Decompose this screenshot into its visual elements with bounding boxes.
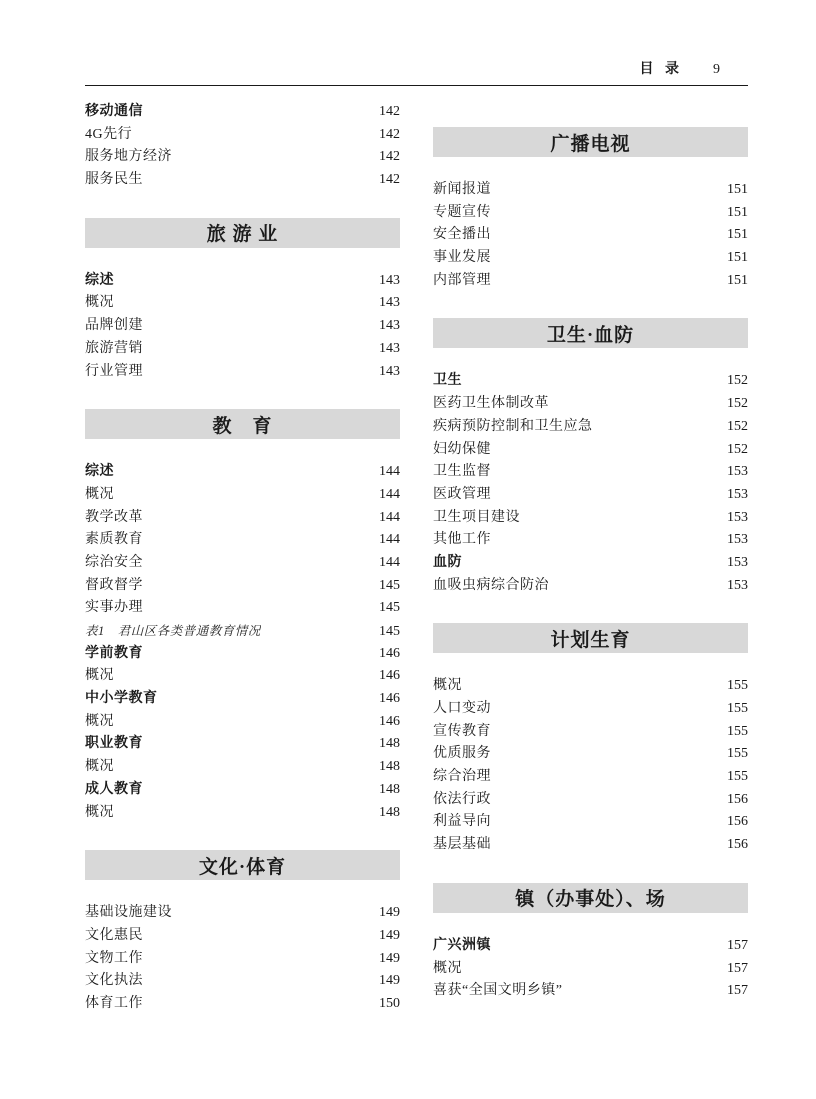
entry-title: 喜获“全国文明乡镇”: [433, 983, 563, 999]
entry-page: 146: [379, 713, 400, 729]
toc-entry: [85, 597, 400, 620]
toc-entry: [433, 980, 748, 1003]
entry-title: 旅游营销: [85, 340, 143, 356]
toc-entry: [433, 507, 748, 530]
toc-entry: [433, 698, 748, 721]
entry-page: 142: [379, 104, 400, 119]
entry-title: 素质教育: [85, 532, 143, 548]
entry-title: 专题宣传: [433, 204, 491, 220]
entry-page: 149: [379, 950, 400, 966]
entry-page: 149: [379, 973, 400, 989]
entry-page: 148: [379, 736, 400, 752]
entry-page: 144: [379, 532, 400, 548]
entry-page: 153: [727, 509, 748, 525]
toc-entry: [433, 484, 748, 507]
toc-entry: [85, 169, 400, 192]
toc-entry: [85, 270, 400, 293]
entry-page: 153: [727, 486, 748, 502]
toc-entry: [433, 721, 748, 744]
entry-page: 152: [727, 441, 748, 457]
entry-title: 基础设施建设: [85, 905, 172, 921]
entry-page: 143: [379, 340, 400, 356]
table-note-row: [85, 620, 400, 643]
entry-page: 145: [379, 624, 400, 639]
toc-entry: [433, 224, 748, 247]
section-header: [85, 218, 400, 248]
entry-page: 144: [379, 554, 400, 570]
toc-entry: [433, 958, 748, 981]
entry-title: 医政管理: [433, 486, 491, 502]
entry-page: 142: [379, 126, 400, 142]
entry-title: 事业发展: [433, 250, 491, 266]
entry-title: 概况: [85, 668, 114, 684]
toc-entry: [85, 802, 400, 825]
section-header: [433, 127, 748, 157]
page-content: [85, 58, 748, 1016]
section-title: 教 育: [212, 415, 273, 437]
entry-title: 宣传教育: [433, 723, 491, 739]
entry-title: 品牌创建: [85, 318, 143, 334]
entry-title: 新闻报道: [433, 182, 491, 197]
toc-entry: [433, 370, 748, 393]
entry-title: 服务地方经济: [85, 149, 172, 165]
entry-page: 144: [379, 486, 400, 502]
toc-entry: [85, 902, 400, 925]
entry-page: 149: [379, 905, 400, 921]
entry-page: 148: [379, 781, 400, 797]
entry-page: 153: [727, 577, 748, 593]
entry-title: 内部管理: [433, 272, 491, 288]
toc-entry: [433, 529, 748, 552]
entry-title: 成人教育: [85, 781, 143, 797]
toc-entry: [433, 575, 748, 598]
toc-entry: [85, 529, 400, 552]
page-header: [85, 58, 748, 86]
entry-page: 157: [727, 960, 748, 976]
entry-title: 综述: [85, 272, 114, 288]
toc-entry: [85, 733, 400, 756]
entry-title: 妇幼保健: [433, 441, 491, 457]
toc-entry: [85, 292, 400, 315]
toc-entry: [85, 461, 400, 484]
toc-entry: [433, 675, 748, 698]
toc-entry: [85, 688, 400, 711]
entry-title: 依法行政: [433, 791, 491, 807]
entry-page: 157: [727, 937, 748, 953]
toc-entry: [433, 743, 748, 766]
entry-title: 督政督学: [85, 577, 143, 593]
entry-title: 概况: [85, 713, 114, 729]
entry-page: 152: [727, 396, 748, 412]
entry-page: 151: [727, 204, 748, 220]
toc-entry: [85, 948, 400, 971]
toc-entry: [433, 439, 748, 462]
toc-entry: [85, 711, 400, 734]
toc-entry: [433, 270, 748, 293]
toc-entry: [433, 461, 748, 484]
header-page-number: 9: [713, 62, 720, 77]
toc-entry: [85, 146, 400, 169]
entry-page: 144: [379, 509, 400, 525]
entry-title: 利益导向: [433, 814, 491, 830]
section-title: 计划生育: [550, 629, 631, 651]
toc-column-right: [433, 101, 748, 1016]
section-header: [85, 850, 400, 880]
entry-page: 156: [727, 791, 748, 807]
entry-title: 文物工作: [85, 950, 143, 966]
entry-page: 153: [727, 532, 748, 548]
toc-entry: [85, 124, 400, 147]
toc-entry: [85, 665, 400, 688]
toc-entry: [433, 393, 748, 416]
entry-page: 151: [727, 272, 748, 288]
toc-entry: [433, 416, 748, 439]
toc-entry: [85, 484, 400, 507]
toc-entry: [433, 552, 748, 575]
entry-title: 4G先行: [85, 126, 133, 142]
entry-title: 体育工作: [85, 995, 143, 1011]
toc-columns: [85, 86, 748, 1016]
entry-title: 概况: [85, 759, 114, 775]
toc-entry: [85, 315, 400, 338]
toc-column-left: [85, 101, 400, 1016]
section-header: [433, 883, 748, 913]
entry-page: 143: [379, 318, 400, 334]
entry-title: 综治安全: [85, 554, 143, 570]
section-title: 卫生·血防: [546, 324, 635, 346]
entry-title: 文化执法: [85, 973, 143, 989]
entry-page: 143: [379, 272, 400, 288]
toc-entry: [433, 179, 748, 202]
entry-page: 148: [379, 804, 400, 820]
entry-page: 151: [727, 182, 748, 197]
entry-title: 基层基础: [433, 837, 491, 853]
toc-entry: [85, 338, 400, 361]
entry-page: 153: [727, 464, 748, 480]
toc-entry: [85, 361, 400, 384]
entry-page: 142: [379, 172, 400, 188]
toc-entry: [433, 247, 748, 270]
toc-entry: [85, 575, 400, 598]
entry-page: 146: [379, 645, 400, 661]
entry-page: 145: [379, 600, 400, 616]
toc-entry: [433, 202, 748, 225]
entry-page: 145: [379, 577, 400, 593]
section-title: 广播电视: [550, 133, 631, 155]
entry-page: 143: [379, 363, 400, 379]
entry-title: 表1 君山区各类普通教育情况: [85, 624, 261, 638]
entry-page: 152: [727, 418, 748, 434]
entry-title: 综述: [85, 464, 114, 480]
entry-page: 149: [379, 927, 400, 943]
entry-page: 155: [727, 701, 748, 716]
entry-title: 概况: [433, 678, 462, 694]
section-title: 文化·体育: [198, 856, 287, 878]
entry-title: 行业管理: [85, 363, 143, 379]
section-title: 镇（办事处）、场: [515, 889, 666, 911]
entry-page: 144: [379, 464, 400, 480]
toc-entry: [433, 766, 748, 789]
entry-page: 143: [379, 295, 400, 311]
entry-title: 实事办理: [85, 600, 143, 616]
entry-title: 医药卫生体制改革: [433, 396, 549, 412]
entry-page: 156: [727, 837, 748, 853]
toc-entry: [85, 970, 400, 993]
entry-page: 155: [727, 769, 748, 785]
section-header: [433, 623, 748, 653]
entry-title: 疾病预防控制和卫生应急: [433, 418, 593, 434]
entry-title: 综合治理: [433, 769, 491, 785]
toc-entry: [85, 507, 400, 530]
entry-title: 人口变动: [433, 701, 491, 716]
entry-title: 广兴洲镇: [433, 937, 491, 953]
section-title: 旅 游 业: [206, 224, 279, 246]
toc-entry: [85, 993, 400, 1016]
entry-page: 155: [727, 678, 748, 694]
entry-page: 155: [727, 746, 748, 762]
toc-entry: [433, 789, 748, 812]
entry-title: 概况: [85, 486, 114, 502]
entry-title: 卫生: [433, 373, 462, 389]
entry-title: 教学改革: [85, 509, 143, 525]
entry-title: 文化惠民: [85, 927, 143, 943]
entry-title: 中小学教育: [85, 691, 158, 707]
entry-page: 150: [379, 995, 400, 1011]
toc-entry: [85, 643, 400, 666]
entry-title: 安全播出: [433, 227, 491, 243]
entry-title: 概况: [85, 295, 114, 311]
entry-title: 概况: [85, 804, 114, 820]
toc-entry: [85, 552, 400, 575]
entry-title: 服务民生: [85, 172, 143, 188]
entry-page: 153: [727, 554, 748, 570]
section-header: [433, 318, 748, 348]
toc-entry: [433, 935, 748, 958]
toc-entry: [433, 811, 748, 834]
entry-title: 血防: [433, 554, 462, 570]
toc-entry: [433, 834, 748, 857]
toc-entry: [85, 779, 400, 802]
entry-page: 156: [727, 814, 748, 830]
entry-title: 概况: [433, 960, 462, 976]
entry-page: 146: [379, 668, 400, 684]
entry-page: 151: [727, 227, 748, 243]
entry-page: 151: [727, 250, 748, 266]
entry-title: 卫生监督: [433, 464, 491, 480]
entry-title: 移动通信: [85, 104, 143, 119]
entry-title: 学前教育: [85, 645, 143, 661]
entry-page: 157: [727, 983, 748, 999]
entry-title: 优质服务: [433, 746, 491, 762]
toc-entry: [85, 756, 400, 779]
toc-entry: [85, 101, 400, 124]
entry-title: 卫生项目建设: [433, 509, 520, 525]
entry-page: 146: [379, 691, 400, 707]
entry-page: 155: [727, 723, 748, 739]
entry-page: 152: [727, 373, 748, 389]
section-header: [85, 409, 400, 439]
entry-page: 148: [379, 759, 400, 775]
entry-title: 其他工作: [433, 532, 491, 548]
entry-page: 142: [379, 149, 400, 165]
entry-title: 职业教育: [85, 736, 143, 752]
entry-title: 血吸虫病综合防治: [433, 577, 549, 593]
toc-entry: [85, 925, 400, 948]
header-title: 目 录: [639, 62, 683, 77]
